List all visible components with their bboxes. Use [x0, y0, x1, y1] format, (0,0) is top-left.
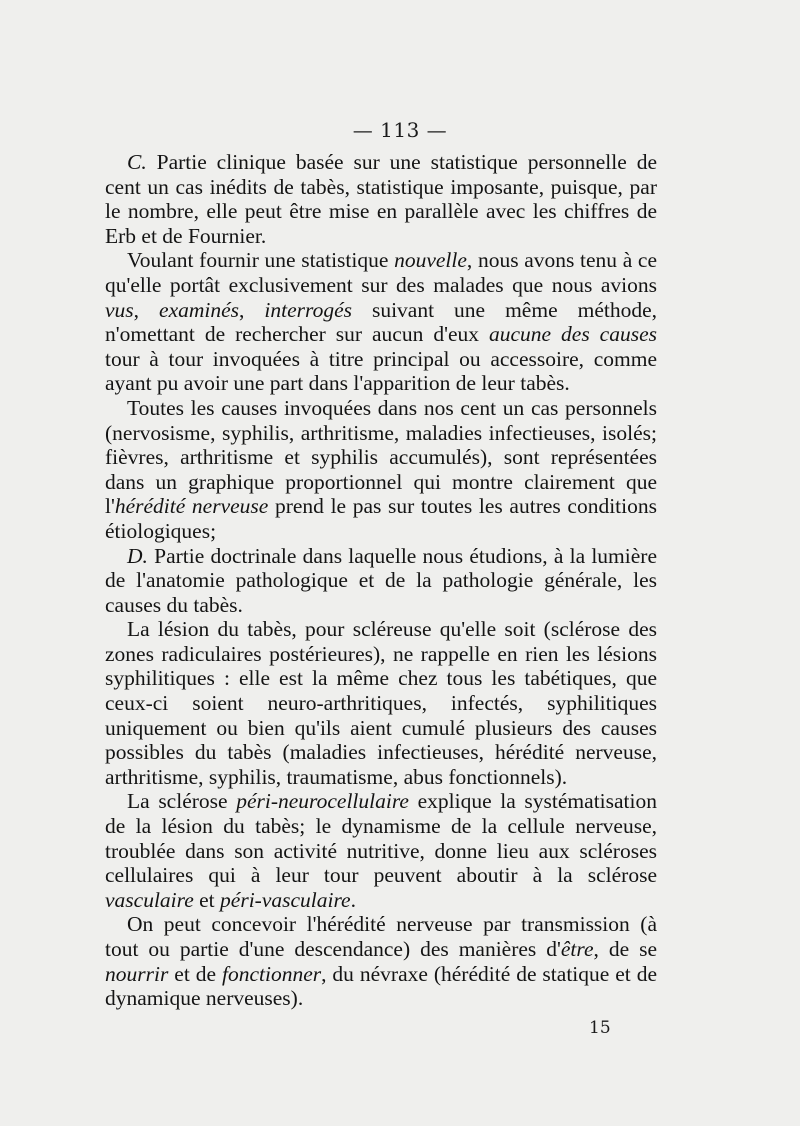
paragraph	[105, 912, 657, 1010]
text-run: , nous avons tenu à ce qu'elle portât exclusivement sur des malades que nous avions	[105, 248, 658, 297]
paragraph	[105, 150, 657, 248]
text-run: et	[193, 887, 221, 912]
text-run: Toutes les causes invoquées dans nos cent un cas personnels (nervosisme, syphilis, arthritisme, maladies infectieuses, isolés; fièvres, arthritisme et syphilis accumulés), sont représentées dans un graphique proportionnel qui montre clairement que l'	[105, 395, 657, 519]
signature-mark: 15	[589, 1018, 611, 1038]
italic-text: D.	[127, 543, 148, 568]
paragraph	[105, 544, 657, 618]
italic-text: être	[560, 937, 594, 961]
paragraph	[105, 248, 657, 396]
page-number: — 113 —	[352, 118, 448, 142]
italic-text: examinés	[159, 297, 240, 322]
text-run: ,	[133, 297, 160, 322]
text-run: Partie doctrinale dans laquelle nous étudions, à la lumière de l'anatomie pathologique et de la pathologie générale, les causes du tabès.	[105, 543, 657, 617]
text-run: et de	[168, 961, 222, 986]
italic-text: péri-vasculaire	[220, 887, 351, 912]
italic-text: fonctionner	[221, 961, 322, 986]
text-run: Partie clinique basée sur une statistique personnelle de cent un cas inédits de tabès, statistique imposante, puisque, par le nombre, elle peut être mise en parallèle avec les chiffres de Erb et de Fournier.	[105, 150, 657, 248]
paragraph	[105, 789, 657, 912]
text-run: ,	[239, 297, 265, 322]
text-run: La sclérose	[127, 789, 237, 814]
text-run: Voulant fournir une statistique	[127, 248, 395, 273]
italic-text: aucune des causes	[488, 322, 657, 347]
text-run: .	[350, 887, 356, 912]
italic-text: péri-neurocellulaire	[236, 789, 409, 814]
italic-text: nouvelle	[394, 248, 467, 273]
text-run: On peut concevoir l'hérédité nerveuse par transmission (à tout ou partie d'une descendance) des manières d'	[105, 912, 657, 961]
body-text	[105, 150, 657, 1011]
italic-text: vus	[105, 297, 134, 322]
italic-text: C.	[127, 150, 147, 174]
paragraph	[105, 396, 657, 544]
text-run: explique la systématisation de la lésion du tabès; le dynamisme de la cellule nerveuse, troublée dans son activité nutritive, donne lieu aux scléroses cellulaires qui à leur tour peuvent aboutir à la sclérose	[105, 789, 657, 888]
text-run: La lésion du tabès, pour scléreuse qu'elle soit (sclérose des zones radiculaires postérieures), ne rappelle en rien les lésions syphilitiques : elle est la même chez tous les tabétiques, que ceux-ci soient neuro-arthritiques, infectés, syphilitiques uniquement ou bien qu'ils aient cumulé plusieurs des causes possibles du tabès (maladies infectieuses, hérédité nerveuse, arthritisme, syphilis, traumatisme, abus fonctionnels).	[105, 617, 657, 789]
italic-text: nourrir	[105, 961, 169, 986]
italic-text: interrogés	[264, 297, 352, 322]
text-run: , du névraxe (hérédité de statique et de dynamique nerveuses).	[105, 961, 658, 1011]
text-run: tour à tour invoquées à titre principal ou accessoire, comme ayant pu avoir une part dans l'apparition de leur tabès.	[105, 346, 657, 396]
italic-text: vasculaire	[105, 887, 194, 912]
text-run: , de se	[593, 937, 657, 961]
text-run: prend le pas sur toutes les autres conditions étiologiques;	[105, 494, 657, 543]
text-run: suivant une même méthode, n'omettant de rechercher sur aucun d'eux	[105, 297, 658, 347]
paragraph	[105, 617, 657, 789]
italic-text: hérédité nerveuse	[114, 494, 269, 519]
